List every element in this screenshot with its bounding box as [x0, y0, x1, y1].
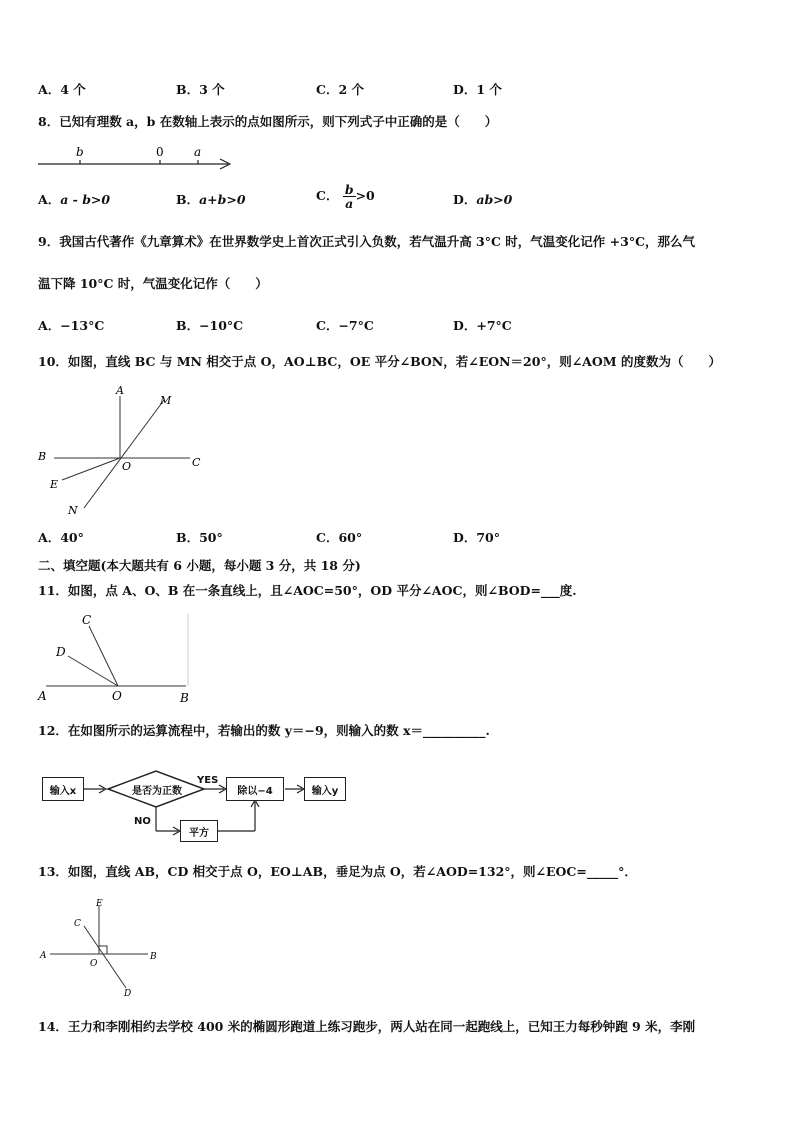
q13-label-c: C [74, 919, 81, 929]
q13-label-o: O [90, 959, 98, 969]
q11-figure [34, 608, 204, 706]
q7-option-d: D．1 个 [453, 82, 502, 97]
q8-option-c [316, 183, 375, 210]
q9-option-d: D．+7°C [453, 318, 512, 333]
q13-label-b: B [150, 952, 157, 962]
q10-option-c: C．60° [316, 530, 363, 545]
q7-option-c: C．2 个 [316, 82, 364, 97]
q11-question: 11．如图，点 A、O、B 在一条直线上，且∠AOC=50°，OD 平分∠AOC，则∠BOD=___度. [38, 583, 577, 598]
q7-option-b: B．3 个 [176, 82, 225, 97]
q8-option-c-rest: >0 [355, 188, 375, 203]
q13-question: 13．如图，直线 AB，CD 相交于点 O，EO⊥AB，垂足为点 O，若∠AOD=132°，则∠EOC=_____°． [38, 864, 637, 879]
q9-option-c: C．−7°C [316, 318, 374, 333]
q11-label-o: O [112, 689, 122, 703]
q10-label-c: C [192, 456, 201, 469]
q11-label-d: D [56, 645, 66, 659]
flow-no-label: NO [134, 816, 151, 827]
q8-label-a: a [194, 145, 202, 159]
q8-option-a-letter: A． [38, 192, 61, 207]
q8-option-a [38, 192, 110, 208]
section-title: 二、填空题(本大题共有 6 小题，每小题 3 分，共 18 分) [38, 558, 361, 573]
q13-label-d: D [124, 989, 132, 999]
q10-label-a: A [116, 384, 124, 397]
q10-option-d: D．70° [453, 530, 500, 545]
q8-option-a-expr: a - b>0 [60, 192, 111, 207]
q9-question-line1: 9．我国古代著作《九章算术》在世界数学史上首次正式引入负数，若气温升高 3°C 时，气温变化记作 +3°C，那么气 [38, 234, 696, 249]
q11-label-a: A [38, 689, 47, 703]
q8-option-c-fraction [343, 183, 356, 210]
q8-option-b-expr: a+b>0 [199, 192, 246, 207]
q14-question: 14．王力和李刚相约去学校 400 米的椭圆形跑道上练习跑步，两人站在同一起跑线上，已知王力每秒钟跑 9 米，李刚 [38, 1019, 696, 1034]
q9-option-b: B．−10°C [176, 318, 244, 333]
q10-label-m: M [160, 394, 172, 407]
q8-option-b [176, 192, 246, 208]
flow-input-box: 输入x [42, 777, 84, 801]
flow-decision-label: 是否为正数 [132, 785, 182, 797]
q10-label-n: N [68, 504, 78, 517]
q8-option-d-letter: D． [453, 192, 477, 207]
q10-option-a: A．40° [38, 530, 84, 545]
q8-label-zero: 0 [156, 145, 164, 159]
q8-question: 8．已知有理数 a，b 在数轴上表示的点如图所示，则下列式子中正确的是（ ） [38, 114, 498, 129]
flow-output-box: 输入y [304, 777, 346, 801]
q11-label-b: B [180, 691, 189, 705]
q13-label-a: A [40, 951, 47, 961]
q8-option-d-expr: ab>0 [476, 192, 513, 207]
flow-divide-box: 除以−4 [226, 777, 284, 801]
q8-option-c-numerator: b [344, 182, 354, 197]
q8-number-line [36, 140, 236, 174]
q8-option-c-letter: C． [316, 188, 339, 203]
flow-yes-label: YES [197, 775, 219, 786]
q10-figure [34, 382, 214, 518]
q9-question-line2: 温下降 10°C 时，气温变化记作（ ） [38, 276, 268, 291]
q8-label-b: b [76, 145, 84, 159]
q7-option-a: A．4 个 [38, 82, 86, 97]
q10-label-b: B [38, 450, 47, 463]
flow-square-box: 平方 [180, 820, 218, 842]
q10-label-o: O [122, 460, 132, 473]
q10-label-e: E [50, 478, 59, 491]
q9-option-a: A．−13°C [38, 318, 105, 333]
q12-question: 12．在如图所示的运算流程中，若输出的数 y＝−9，则输入的数 x＝__________. [38, 723, 490, 738]
q13-figure [36, 896, 166, 1002]
q8-option-c-denominator: a [345, 196, 354, 211]
q13-label-e: E [96, 899, 103, 909]
q8-option-b-letter: B． [176, 192, 200, 207]
q11-label-c: C [82, 613, 92, 627]
q8-option-d [453, 192, 512, 208]
q10-question: 10．如图，直线 BC 与 MN 相交于点 O，AO⊥BC，OE 平分∠BON，若∠EON＝20°，则∠AOM 的度数为（ ） [38, 354, 721, 369]
q10-option-b: B．50° [176, 530, 223, 545]
